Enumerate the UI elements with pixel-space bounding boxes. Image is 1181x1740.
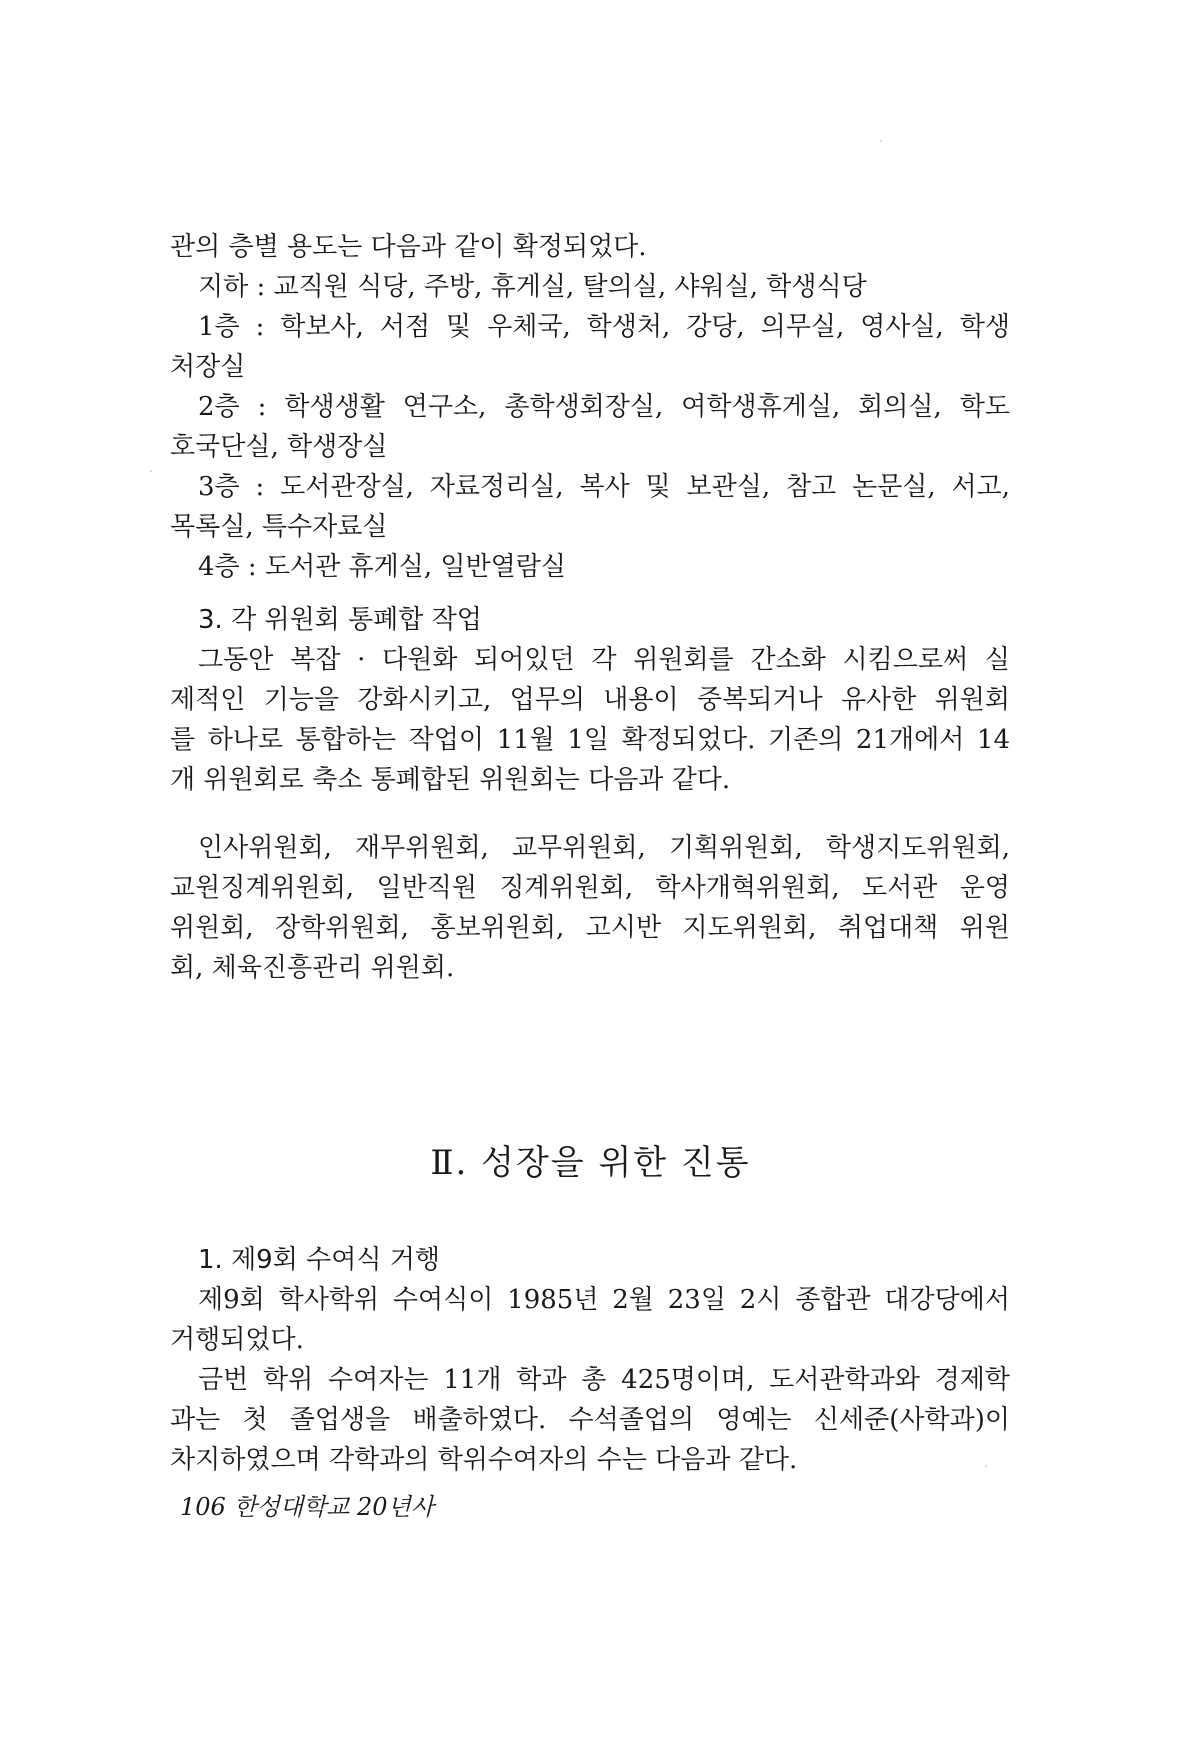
page-footer [180,1487,434,1522]
committee-list-line: 위원회, 장학위원회, 홍보위원회, 고시반 지도위원회, 취업대책 위원 [170,913,1010,943]
book-title: 한성대학교 20년사 [233,1493,434,1521]
committee-list [170,828,1010,988]
floor-2-line: 2층 : 학생생활 연구소, 총학생회장실, 여학생휴게실, 회의실, 학도 [198,392,1010,422]
paragraph-line: 차지하였으며 각학과의 학위수여자의 수는 다음과 같다. [170,1445,798,1475]
scan-speck [880,140,882,142]
scan-speck [150,470,152,472]
paragraph-line: 제9회 학사학위 수여식이 1985년 2월 23일 2시 종합관 대강당에서 [198,1285,1010,1315]
floor-3-line: 3층 : 도서관장실, 자료정리실, 복사 및 보관실, 참고 논문실, 서고, [198,472,1010,502]
floor-4-line: 4층 : 도서관 휴게실, 일반열람실 [198,552,567,582]
paragraph-line: 과는 첫 졸업생을 배출하였다. 수석졸업의 영예는 신세준(사학과)이 [170,1405,1010,1435]
paragraph-line: 금번 학위 수여자는 11개 학과 총 425명이며, 도서관학과와 경제학 [198,1365,1010,1395]
section-heading: 3. 각 위원회 통폐합 작업 [198,605,482,635]
ceremony-section [170,1240,1010,1480]
floor-1-line-cont: 처장실 [170,352,246,382]
floor-1-line: 1층 : 학보사, 서점 및 우체국, 학생처, 강당, 의무실, 영사실, 학생 [198,312,1010,342]
floor-2-line-cont: 호국단실, 학생장실 [170,432,388,462]
body-text-line: 관의 층별 용도는 다음과 같이 확정되었다. [170,232,647,262]
section-heading: 1. 제9회 수여식 거행 [198,1245,440,1275]
committee-list-line: 회, 체육진흥관리 위원회. [170,953,455,983]
committee-section [170,600,1010,800]
chapter-title: Ⅱ. 성장을 위한 진통 [430,1143,751,1183]
committee-list-line: 교원징계위원회, 일반직원 징계위원회, 학사개혁위원회, 도서관 운영 [170,873,1010,903]
paragraph-line: 제적인 기능을 강화시키고, 업무의 내용이 중복되거나 유사한 위원회 [170,685,1010,715]
floor-3-line-cont: 목록실, 특수자료실 [170,512,388,542]
floor-usage-block [170,227,1010,587]
paragraph-line: 개 위원회로 축소 통폐합된 위원회는 다음과 같다. [170,765,731,795]
floor-basement-line: 지하 : 교직원 식당, 주방, 휴게실, 탈의실, 샤워실, 학생식당 [198,272,867,302]
committee-list-line: 인사위원회, 재무위원회, 교무위원회, 기획위원회, 학생지도위원회, [198,833,1010,863]
scan-speck [985,1465,987,1467]
paragraph-line: 거행되었다. [170,1325,304,1355]
paragraph-line: 를 하나로 통합하는 작업이 11월 1일 확정되었다. 기존의 21개에서 14 [170,725,1010,755]
paragraph-line: 그동안 복잡 · 다원화 되어있던 각 위원회를 간소화 시킴으로써 실 [198,645,1010,675]
page-number: 106 [180,1493,226,1521]
